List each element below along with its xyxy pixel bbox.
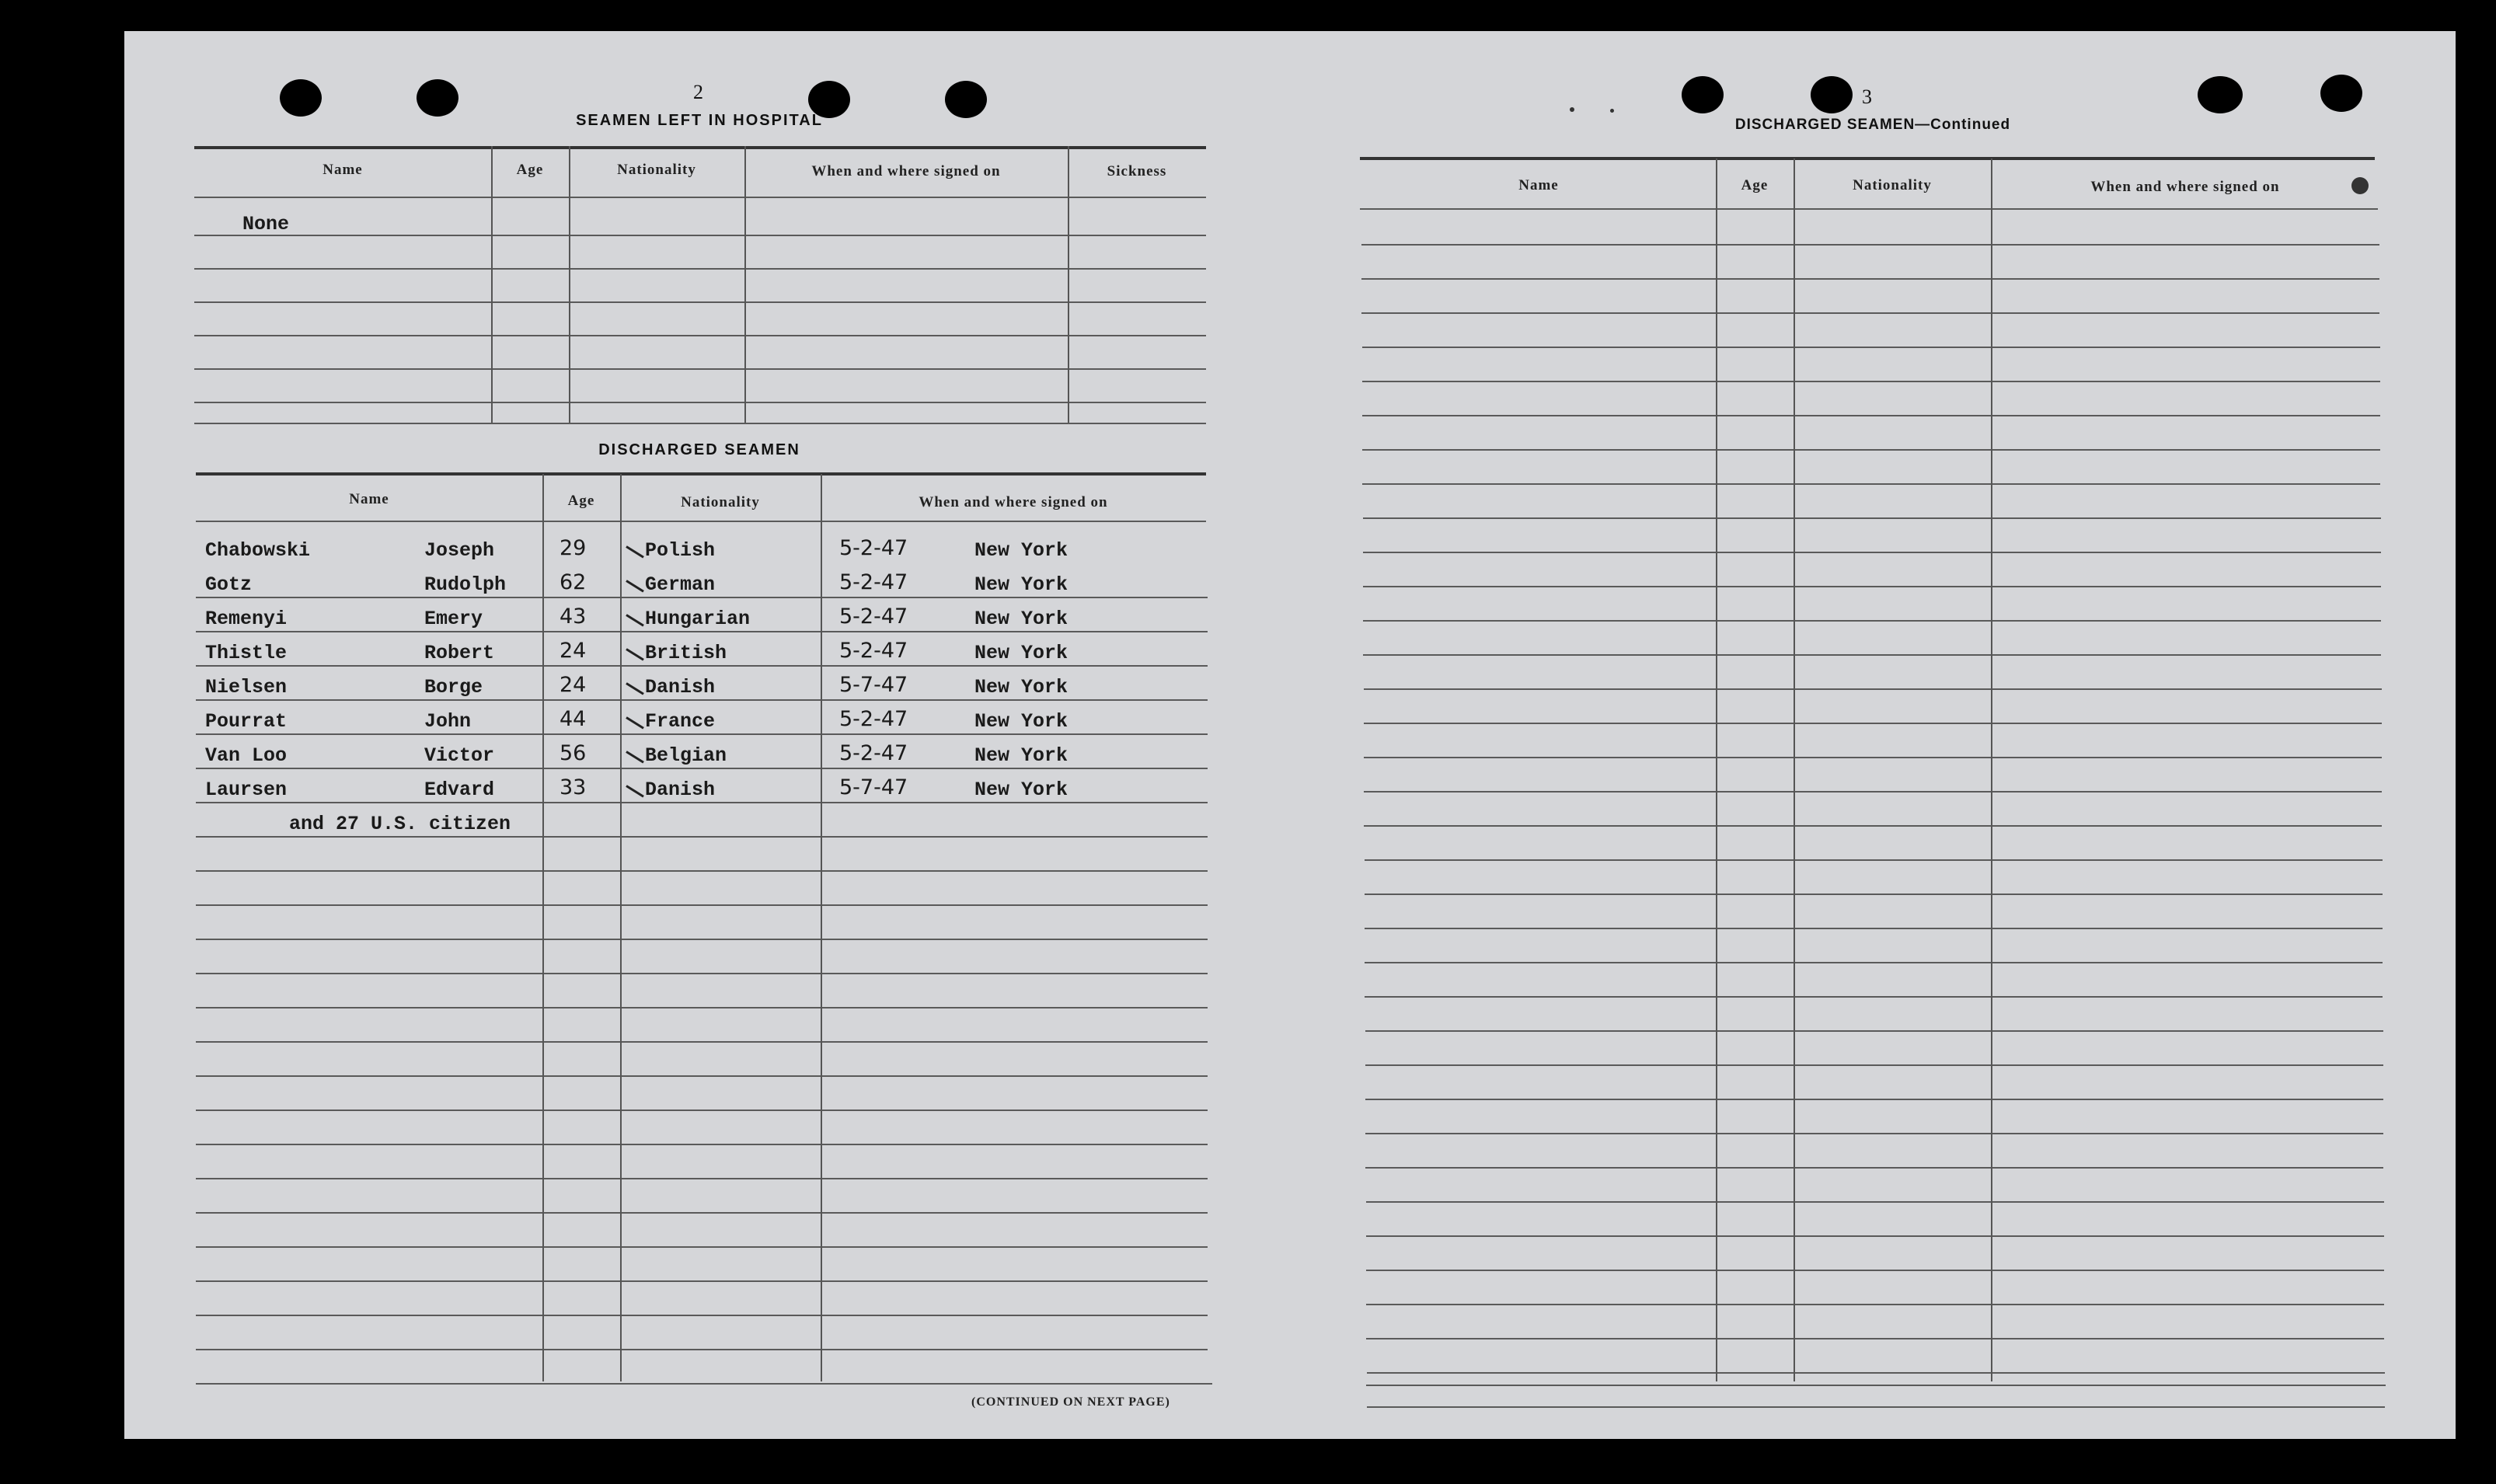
- discharged-row-rule: [196, 1178, 1208, 1179]
- seaman-surname: Pourrat: [205, 710, 288, 733]
- seaman-surname: Chabowski: [205, 539, 311, 562]
- seaman-surname: Laursen: [205, 779, 288, 801]
- signed-on-date: 5-2-47: [839, 536, 908, 560]
- hospital-header-sickness: Sickness: [1107, 163, 1167, 179]
- right-row-rule: [1364, 825, 2382, 827]
- hospital-entry: None: [242, 213, 290, 235]
- seaman-nationality: France: [645, 710, 716, 733]
- discharged-row-rule: [196, 1280, 1208, 1282]
- hospital-title: SEAMEN LEFT IN HOSPITAL: [576, 112, 823, 129]
- right-row-rule: [1362, 483, 2380, 485]
- discharged-col-rule: [542, 474, 544, 1381]
- signed-on-date: 5-2-47: [839, 604, 908, 629]
- seaman-given-name: Rudolph: [424, 573, 507, 596]
- seaman-nationality: Danish: [645, 676, 716, 698]
- discharged-row-rule: [196, 699, 1208, 701]
- seaman-given-name: Robert: [424, 642, 495, 664]
- discharged-header-signed-on: When and where signed on: [919, 494, 1108, 510]
- right-row-rule: [1365, 1064, 2383, 1066]
- right-row-rule: [1364, 791, 2382, 793]
- right-row-rule: [1365, 962, 2383, 963]
- discharged-row-rule: [196, 597, 1208, 598]
- hospital-header-age: Age: [516, 162, 544, 178]
- punch-hole: [945, 81, 987, 118]
- right-row-rule: [1365, 996, 2383, 998]
- right-row-rule: [1365, 1099, 2383, 1100]
- right-row-rule: [1367, 1406, 2385, 1408]
- right-row-rule: [1364, 723, 2382, 724]
- seaman-age: 29: [560, 536, 587, 560]
- hospital-header-name: Name: [322, 162, 363, 178]
- right-row-rule: [1365, 859, 2383, 861]
- discharged-title: DISCHARGED SEAMEN: [598, 441, 800, 458]
- seaman-nationality: Danish: [645, 779, 716, 801]
- seaman-surname: Van Loo: [205, 744, 288, 767]
- punch-hole: [2320, 75, 2362, 112]
- discharged-row-rule: [196, 1144, 1208, 1145]
- seaman-age: 43: [560, 604, 587, 629]
- right-top-rule: [1360, 157, 2375, 160]
- seaman-age: 44: [560, 707, 587, 731]
- speck: [1570, 107, 1574, 112]
- signed-on-place: New York: [974, 539, 1068, 562]
- right-row-rule: [1365, 1030, 2383, 1032]
- signed-on-place: New York: [974, 608, 1068, 630]
- seaman-nationality: British: [645, 642, 727, 664]
- seaman-surname: Remenyi: [205, 608, 288, 630]
- right-row-rule: [1365, 928, 2383, 929]
- right-row-rule: [1366, 1201, 2384, 1203]
- discharged-col-rule: [620, 474, 622, 1381]
- right-row-rule: [1361, 278, 2379, 280]
- seaman-age: 24: [560, 639, 587, 663]
- signed-on-place: New York: [974, 676, 1068, 698]
- signed-on-place: New York: [974, 744, 1068, 767]
- discharged-row-rule: [196, 1212, 1208, 1214]
- discharged-bottom-rule: [200, 1383, 1212, 1385]
- right-row-rule: [1361, 244, 2379, 246]
- discharged-row-rule: [196, 973, 1208, 974]
- signed-on-place: New York: [974, 573, 1068, 596]
- right-row-rule: [1366, 1270, 2384, 1271]
- seaman-given-name: Joseph: [424, 539, 495, 562]
- hospital-row-rule: [194, 402, 1206, 403]
- seaman-nationality: Polish: [645, 539, 716, 562]
- hospital-header-signed-on: When and where signed on: [811, 163, 1001, 179]
- discharged-row-rule: [196, 802, 1208, 803]
- discharged-note: and 27 U.S. citizen: [289, 813, 511, 835]
- seaman-age: 33: [560, 775, 587, 799]
- seaman-given-name: Edvard: [424, 779, 495, 801]
- signed-on-date: 5-2-47: [839, 570, 908, 594]
- hospital-row-rule: [194, 368, 1206, 370]
- discharged-header-nationality: Nationality: [681, 494, 760, 510]
- page-number-right: 3: [1862, 85, 1872, 108]
- signed-on-date: 5-7-47: [839, 673, 908, 697]
- discharged-row-rule: [196, 836, 1208, 838]
- right-row-rule: [1366, 1235, 2384, 1237]
- signed-on-place: New York: [974, 779, 1068, 801]
- signed-on-place: New York: [974, 710, 1068, 733]
- hospital-row-rule: [194, 335, 1206, 336]
- right-header-nationality: Nationality: [1853, 177, 1932, 193]
- right-row-rule: [1365, 1167, 2383, 1169]
- right-row-rule: [1362, 347, 2380, 348]
- right-header-name: Name: [1518, 177, 1559, 193]
- discharged-header-age: Age: [567, 493, 595, 509]
- right-row-rule: [1363, 620, 2381, 622]
- seaman-nationality: Belgian: [645, 744, 727, 767]
- discharged-row-rule: [196, 1315, 1208, 1316]
- seaman-surname: Nielsen: [205, 676, 288, 698]
- seaman-surname: Gotz: [205, 573, 253, 596]
- signed-on-date: 5-2-47: [839, 707, 908, 731]
- right-header-age: Age: [1741, 177, 1769, 193]
- right-col-rule: [1991, 159, 1992, 1381]
- discharged-row-rule: [196, 904, 1208, 906]
- discharged-row-rule: [196, 870, 1208, 872]
- right-header-rule: [1360, 208, 2378, 210]
- discharged-header-name: Name: [349, 491, 389, 507]
- hospital-col-rule: [744, 146, 746, 423]
- discharged-row-rule: [196, 665, 1208, 667]
- speck: [1610, 109, 1614, 113]
- discharged-row-rule: [196, 1110, 1208, 1111]
- right-row-rule: [1366, 1338, 2384, 1339]
- discharged-row-rule: [196, 1041, 1208, 1043]
- seaman-given-name: John: [424, 710, 472, 733]
- right-row-rule: [1362, 449, 2380, 451]
- punch-hole: [417, 79, 458, 117]
- page-number-left: 2: [693, 81, 703, 103]
- discharged-row-rule: [196, 939, 1208, 940]
- punch-hole: [2198, 76, 2243, 113]
- right-row-rule: [1361, 312, 2379, 314]
- right-row-rule: [1367, 1372, 2385, 1374]
- right-bottom-rule: [1366, 1385, 2386, 1386]
- right-row-rule: [1364, 757, 2382, 758]
- right-header-signed-on: When and where signed on: [2090, 179, 2280, 195]
- hospital-top-rule: [194, 146, 1206, 149]
- document-sheet: [124, 31, 2456, 1439]
- signed-on-date: 5-7-47: [839, 775, 908, 799]
- hospital-row-rule: [194, 301, 1206, 303]
- right-row-rule: [1363, 654, 2381, 656]
- punch-hole: [1811, 76, 1853, 113]
- hospital-header-nationality: Nationality: [617, 162, 696, 178]
- right-row-rule: [1364, 688, 2382, 690]
- seaman-given-name: Victor: [424, 744, 495, 767]
- discharged-row-rule: [196, 768, 1208, 769]
- seaman-nationality: German: [645, 573, 716, 596]
- right-row-rule: [1363, 552, 2381, 553]
- punch-hole: [280, 79, 322, 117]
- discharged-col-rule: [821, 474, 822, 1381]
- seaman-nationality: Hungarian: [645, 608, 751, 630]
- hospital-col-rule: [1068, 146, 1069, 423]
- discharged-row-rule: [196, 1007, 1208, 1008]
- seaman-age: 24: [560, 673, 587, 697]
- right-row-rule: [1366, 1304, 2384, 1305]
- hospital-bottom-rule: [194, 423, 1206, 424]
- hospital-col-rule: [491, 146, 493, 423]
- discharged-row-rule: [196, 733, 1208, 735]
- right-col-rule: [1794, 159, 1795, 1381]
- continued-title: DISCHARGED SEAMEN—Continued: [1734, 117, 2011, 133]
- right-row-rule: [1362, 381, 2380, 382]
- signed-on-date: 5-2-47: [839, 741, 908, 765]
- signed-on-place: New York: [974, 642, 1068, 664]
- seaman-age: 56: [560, 741, 587, 765]
- signed-on-date: 5-2-47: [839, 639, 908, 663]
- hospital-col-rule: [569, 146, 570, 423]
- right-row-rule: [1363, 586, 2381, 587]
- right-row-rule: [1362, 415, 2380, 416]
- discharged-top-rule: [196, 472, 1206, 476]
- hospital-row-rule: [194, 268, 1206, 270]
- discharged-header-rule: [196, 521, 1206, 522]
- right-row-rule: [1365, 894, 2383, 895]
- seaman-given-name: Emery: [424, 608, 483, 630]
- right-row-rule: [1363, 517, 2381, 519]
- discharged-row-rule: [196, 631, 1208, 632]
- hospital-row-rule: [194, 235, 1206, 236]
- punch-hole: [1682, 76, 1724, 113]
- hospital-header-rule: [194, 197, 1206, 198]
- seaman-age: 62: [560, 570, 587, 594]
- right-row-rule: [1365, 1133, 2383, 1134]
- seaman-given-name: Borge: [424, 676, 483, 698]
- discharged-row-rule: [196, 1246, 1208, 1248]
- discharged-row-rule: [196, 1075, 1208, 1077]
- seaman-surname: Thistle: [205, 642, 288, 664]
- continued-footer: (CONTINUED ON NEXT PAGE): [971, 1395, 1170, 1409]
- right-col-rule: [1716, 159, 1717, 1381]
- discharged-row-rule: [196, 1349, 1208, 1350]
